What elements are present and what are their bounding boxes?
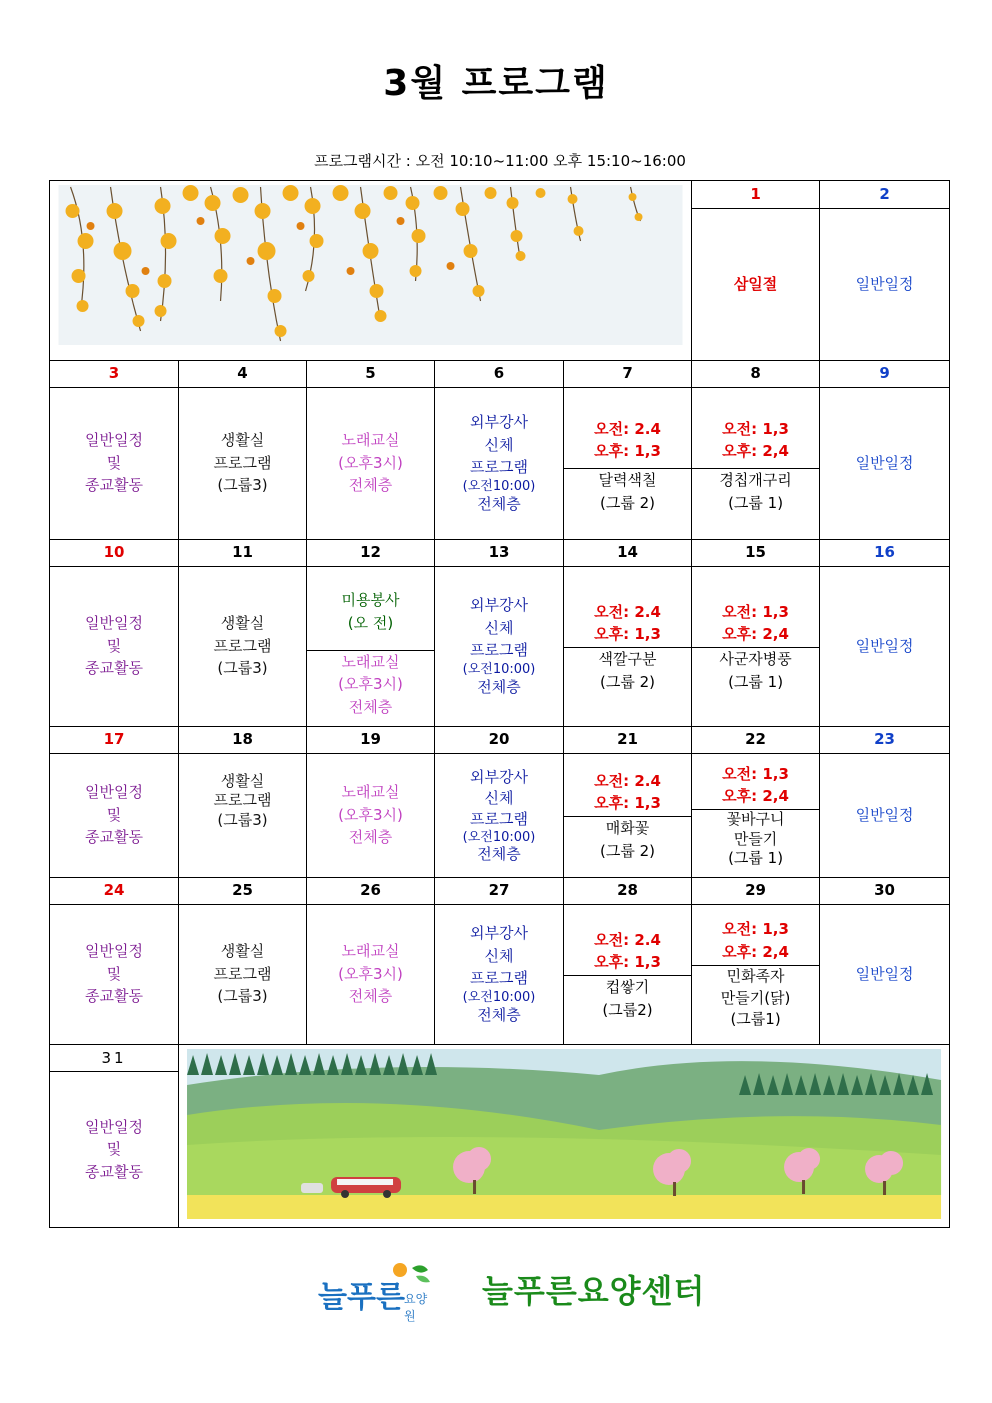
fri-activity-2: 만들기: [733, 829, 778, 848]
tuesday-cell: [307, 387, 435, 539]
date-6: 6: [435, 360, 564, 387]
sun-line-1: 일반일정: [85, 614, 143, 633]
date-9: 9: [820, 360, 950, 387]
thu-activity: 달력색칠: [598, 471, 657, 489]
sat-general: 일반일정: [855, 636, 914, 655]
sunday-cell: [50, 753, 179, 877]
date-12: 12: [307, 539, 435, 566]
program-time: 프로그램시간 : 오전 10:10~11:00 오후 15:10~16:00: [314, 152, 686, 170]
fri-activity: 민화족자: [726, 966, 785, 985]
fri-am: 오전: 1,3: [722, 602, 789, 621]
mon-line-1: 생활실: [220, 431, 265, 450]
saturday-cell: [820, 566, 950, 726]
saturday-cell: [820, 904, 950, 1044]
mon-line-1: 생활실: [220, 942, 265, 961]
date-8: 8: [692, 360, 820, 387]
mon-line-3: (그룹3): [217, 810, 268, 829]
friday-cell: [692, 387, 820, 539]
tue-line-1: 노래교실: [341, 942, 400, 961]
tue-bot-line-3: 전체층: [348, 697, 393, 716]
date-25: 25: [179, 877, 307, 904]
date-1: 1: [692, 181, 820, 209]
center-name: 늘푸른요양센터: [482, 1272, 706, 1310]
wed-line-1: 외부강사: [470, 596, 528, 615]
fri-pm: 오후: 2,4: [722, 625, 789, 643]
wed-line-1: 외부강사: [470, 767, 528, 786]
tuesday-cell: [307, 566, 435, 726]
sat-general: 일반일정: [855, 964, 914, 983]
wed-line-5: 전체층: [477, 845, 521, 864]
date-17: 17: [50, 726, 179, 753]
sun-line-2: 및: [106, 453, 122, 472]
wed-line-5: 전체층: [477, 678, 521, 697]
friday-cell: [692, 566, 820, 726]
thu-pm: 오후: 1,3: [594, 625, 661, 643]
page-title: 3월 프로그램: [383, 63, 609, 104]
mon-line-2: 프로그램: [213, 964, 272, 983]
fri-group: (그룹 1): [728, 849, 784, 868]
fri-group: (그룹 1): [728, 493, 784, 512]
thu-group: (그룹 2): [600, 672, 656, 691]
wed-line-5: 전체층: [477, 1006, 521, 1025]
sun-line-2: 및: [106, 636, 122, 655]
date-29: 29: [692, 877, 820, 904]
fri-am: 오전: 1,3: [722, 764, 789, 783]
sun-line-1: 일반일정: [85, 783, 143, 802]
forsythia-image: [50, 181, 692, 361]
mon-line-2: 프로그램: [213, 453, 272, 472]
thu-am: 오전: 2.4: [594, 771, 661, 790]
date-20: 20: [435, 726, 564, 753]
date-24: 24: [50, 877, 179, 904]
wed-line-2: 신체: [484, 618, 514, 637]
tue-line-1: 노래교실: [341, 431, 400, 450]
landscape-image: [179, 1044, 950, 1228]
wed-line-4: (오전10:00): [462, 661, 536, 677]
fri-activity: 꽃바구니: [726, 810, 785, 829]
wednesday-cell: [435, 387, 564, 539]
tue-bot-line-2: (오후3시): [338, 675, 403, 694]
date-16: 16: [820, 539, 950, 566]
date-22: 22: [692, 726, 820, 753]
tue-line-3: 전체층: [348, 476, 393, 495]
sun-line-3: 종교활동: [85, 659, 143, 678]
tuesday-cell: [307, 904, 435, 1044]
wednesday-cell: [435, 904, 564, 1044]
mon-line-1: 생활실: [220, 771, 265, 790]
sun-line-3: 종교활동: [85, 987, 143, 1006]
thu-am: 오전: 2.4: [594, 930, 661, 949]
date-28: 28: [564, 877, 692, 904]
tue-top-line-1: 미용봉사: [341, 591, 400, 610]
center-logo: [318, 1262, 438, 1323]
date-23: 23: [820, 726, 950, 753]
sun-line-2: 및: [106, 964, 122, 983]
mon-line-2: 프로그램: [213, 791, 272, 809]
date-10: 10: [50, 539, 179, 566]
sun-line-2: 및: [106, 805, 122, 824]
date-27: 27: [435, 877, 564, 904]
date-26: 26: [307, 877, 435, 904]
sunday-cell: [50, 387, 179, 539]
tue-line-3: 전체층: [348, 828, 393, 847]
sat-general: 일반일정: [855, 453, 914, 472]
tuesday-cell: [307, 753, 435, 877]
wed-line-4: (오전10:00): [462, 829, 536, 845]
sunday-cell: [50, 566, 179, 726]
day-2-cell: [820, 209, 950, 360]
thu-pm: 오후: 1,3: [594, 442, 661, 460]
tue-line-2: (오후3시): [338, 805, 403, 824]
logo-subtext: 요양원: [404, 1292, 428, 1323]
general-schedule: 일반일정: [855, 275, 914, 294]
thursday-cell: [564, 753, 692, 877]
sun-line-3: 종교활동: [85, 476, 143, 495]
thursday-cell: [564, 566, 692, 726]
wed-line-3: 프로그램: [470, 641, 528, 660]
thursday-cell: [564, 387, 692, 539]
logo-text: 늘푸른: [318, 1280, 405, 1315]
date-4: 4: [179, 360, 307, 387]
thu-group: (그룹 2): [600, 841, 656, 860]
tue-line-2: (오후3시): [338, 453, 403, 472]
sun-line-2: 및: [106, 1140, 122, 1159]
wed-line-3: 프로그램: [470, 458, 528, 477]
mon-line-1: 생활실: [220, 614, 265, 633]
mon-line-3: (그룹3): [217, 476, 268, 495]
tue-line-3: 전체층: [348, 987, 393, 1006]
holiday-label: 삼일절: [733, 275, 778, 294]
wed-line-3: 프로그램: [470, 969, 528, 988]
sun-line-1: 일반일정: [85, 942, 143, 961]
thu-activity: 컵쌓기: [605, 978, 650, 996]
fri-group: (그룹1): [730, 1010, 781, 1029]
date-31: 31: [50, 1044, 179, 1072]
thu-activity: 매화꽃: [605, 819, 650, 837]
sat-general: 일반일정: [855, 805, 914, 824]
fri-activity: 경칩개구리: [719, 471, 792, 489]
date-13: 13: [435, 539, 564, 566]
fri-pm: 오후: 2,4: [722, 942, 789, 961]
date-21: 21: [564, 726, 692, 753]
date-15: 15: [692, 539, 820, 566]
date-18: 18: [179, 726, 307, 753]
mon-line-2: 프로그램: [213, 636, 272, 655]
date-7: 7: [564, 360, 692, 387]
sun-line-1: 일반일정: [85, 1117, 143, 1136]
thu-activity: 색깔구분: [598, 650, 657, 668]
date-11: 11: [179, 539, 307, 566]
fri-pm: 오후: 2,4: [722, 442, 789, 460]
wed-line-5: 전체층: [477, 495, 521, 514]
monday-cell: [179, 753, 307, 877]
mon-line-3: (그룹3): [217, 659, 268, 678]
fri-am: 오전: 1,3: [722, 419, 789, 438]
tue-line-2: (오후3시): [338, 964, 403, 983]
sun-line-3: 종교활동: [85, 828, 143, 847]
wednesday-cell: [435, 753, 564, 877]
date-2: 2: [820, 181, 950, 209]
friday-cell: [692, 753, 820, 877]
date-3: 3: [50, 360, 179, 387]
wed-line-3: 프로그램: [470, 809, 528, 828]
mon-line-3: (그룹3): [217, 987, 268, 1006]
fri-activity-2: 만들기(닭): [720, 988, 791, 1007]
saturday-cell: [820, 387, 950, 539]
tue-bot-line-1: 노래교실: [341, 652, 400, 671]
wed-line-4: (오전10:00): [462, 478, 536, 494]
wed-line-2: 신체: [484, 788, 514, 807]
wed-line-4: (오전10:00): [462, 989, 536, 1005]
date-14: 14: [564, 539, 692, 566]
fri-am: 오전: 1,3: [722, 920, 789, 939]
fri-group: (그룹 1): [728, 672, 784, 691]
tue-line-1: 노래교실: [341, 783, 400, 802]
wed-line-1: 외부강사: [470, 924, 528, 943]
monday-cell: [179, 904, 307, 1044]
wed-line-2: 신체: [484, 435, 514, 454]
sun-line-1: 일반일정: [85, 431, 143, 450]
thu-group: (그룹 2): [600, 493, 656, 512]
fri-activity: 사군자병풍: [719, 650, 792, 668]
saturday-cell: [820, 753, 950, 877]
thursday-cell: [564, 904, 692, 1044]
spring-landscape-illustration: [179, 1045, 949, 1221]
forsythia-illustration: [50, 181, 691, 353]
sunday-cell: [50, 1072, 179, 1228]
tue-top-line-2: (오 전): [347, 613, 394, 632]
wed-line-2: 신체: [484, 946, 514, 965]
thu-am: 오전: 2.4: [594, 419, 661, 438]
thu-am: 오전: 2.4: [594, 602, 661, 621]
monday-cell: [179, 566, 307, 726]
sun-line-3: 종교활동: [85, 1162, 143, 1181]
wed-line-1: 외부강사: [470, 413, 528, 432]
sunday-cell: [50, 904, 179, 1044]
day-1-cell: [692, 209, 820, 360]
wednesday-cell: [435, 566, 564, 726]
date-30: 30: [820, 877, 950, 904]
monday-cell: [179, 387, 307, 539]
calendar-table: [49, 180, 950, 1228]
thu-pm: 오후: 1,3: [594, 953, 661, 971]
fri-pm: 오후: 2,4: [722, 787, 789, 806]
thu-group: (그룹2): [602, 1000, 653, 1019]
date-19: 19: [307, 726, 435, 753]
friday-cell: [692, 904, 820, 1044]
thu-pm: 오후: 1,3: [594, 794, 661, 812]
date-5: 5: [307, 360, 435, 387]
